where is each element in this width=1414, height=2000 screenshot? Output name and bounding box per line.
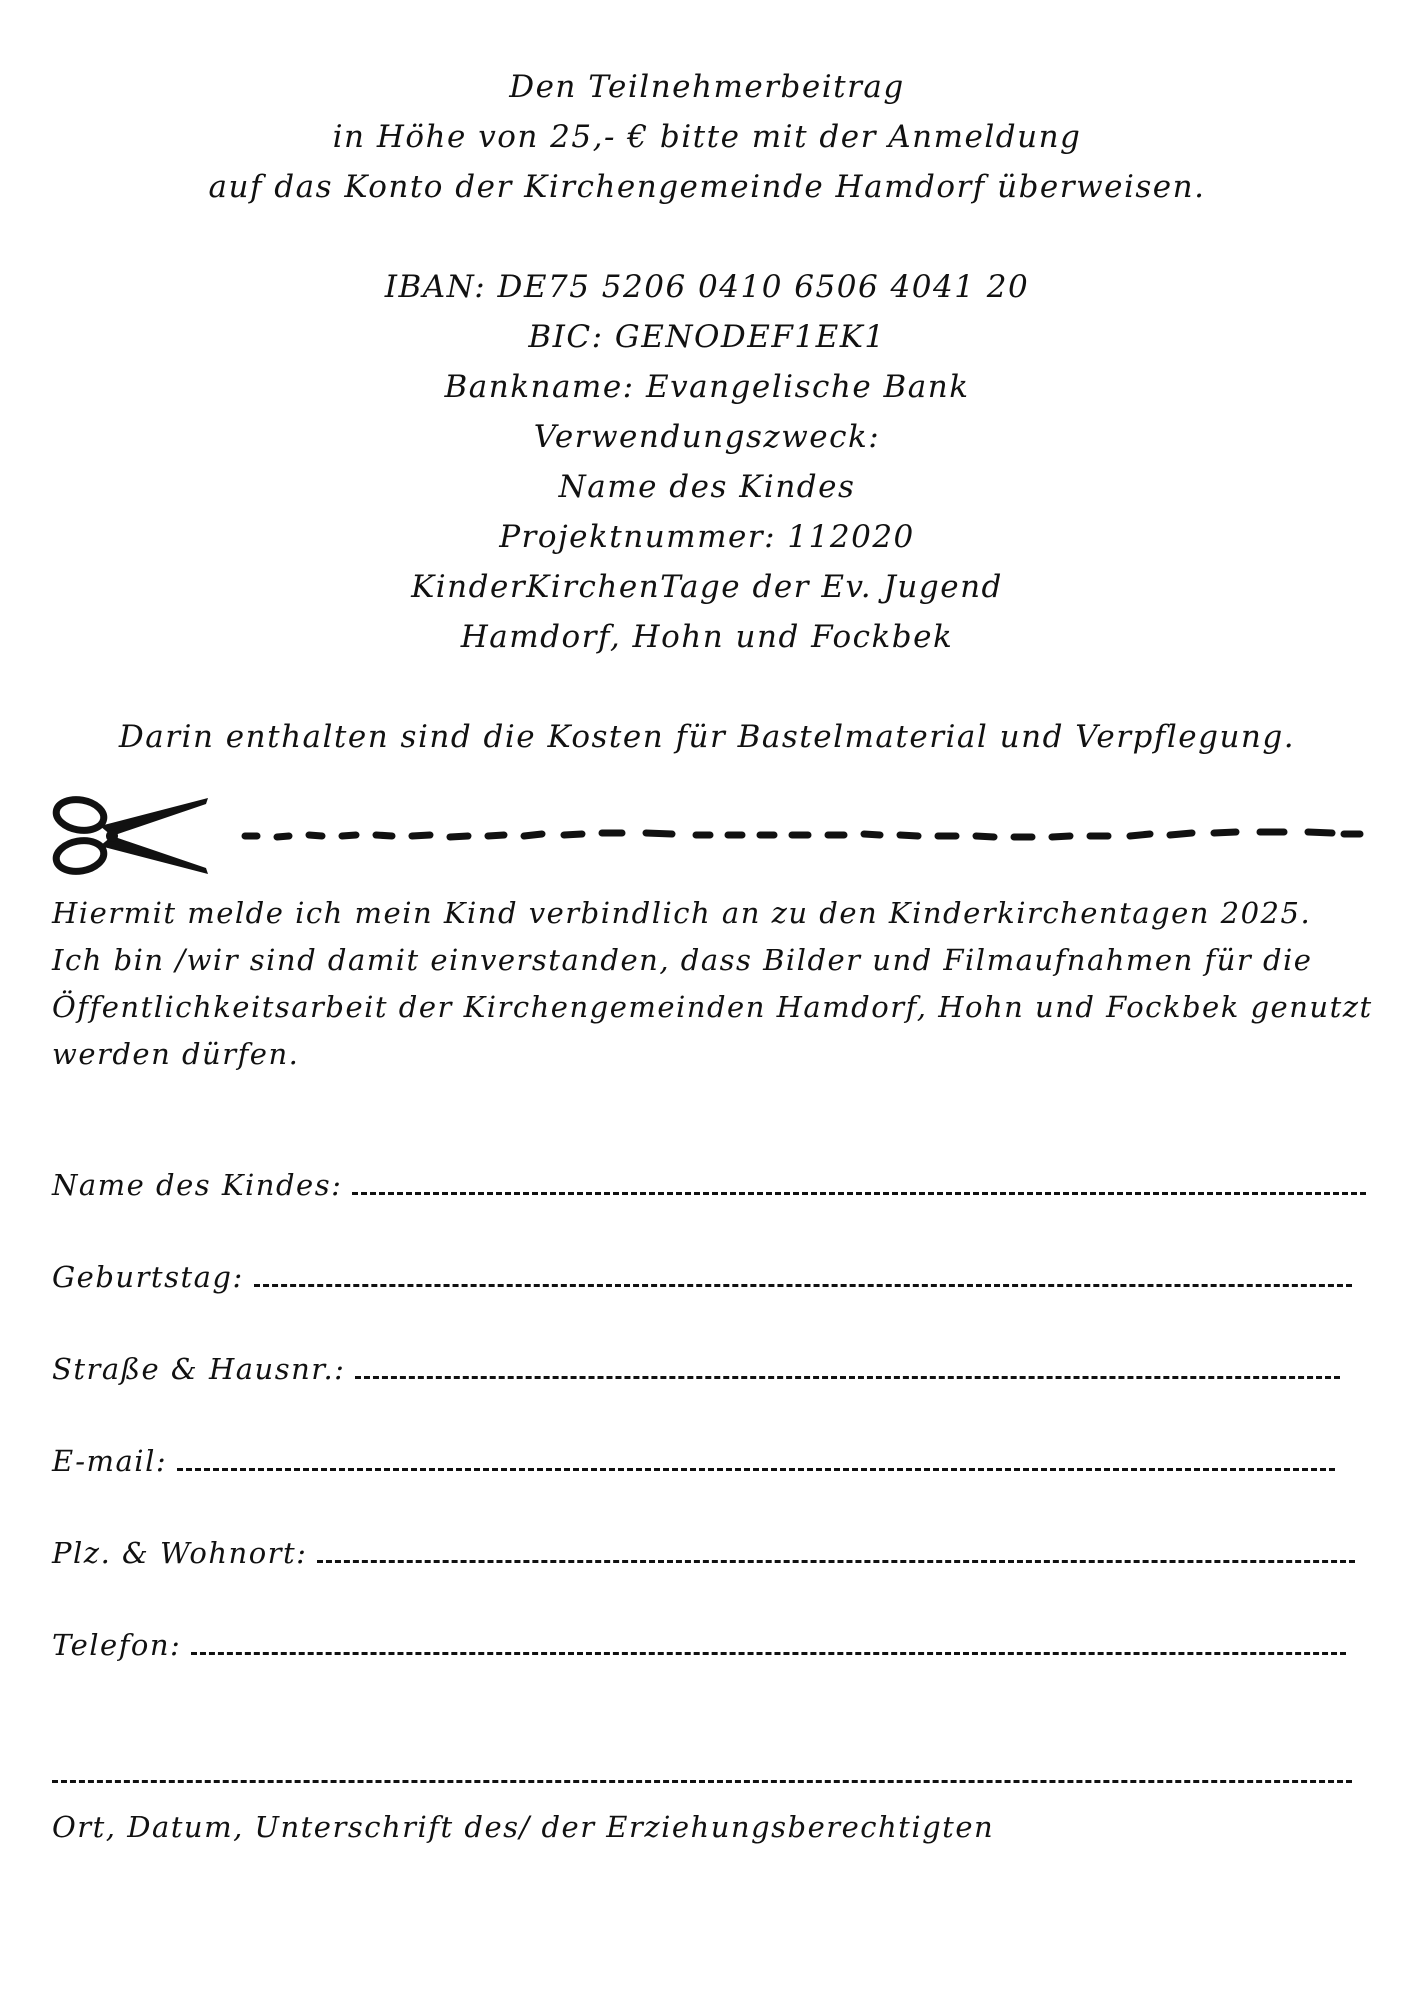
city-line[interactable] bbox=[317, 1538, 1355, 1563]
costs-note: Darin enthalten sind die Kosten für Bastelmaterial und Verpflegung. bbox=[118, 719, 1296, 755]
payment-line-3: auf das Konto der Kirchengemeinde Hamdorf überweisen. bbox=[208, 169, 1206, 205]
email-label: E-mail: bbox=[52, 1444, 168, 1478]
child-name-field[interactable] bbox=[52, 1168, 1366, 1202]
payment-line-2: in Höhe von 25,- € bitte mit der Anmeldung bbox=[332, 119, 1082, 155]
consent-line-2: Ich bin /wir sind damit einverstanden, dass Bilder und Filmaufnahmen für die bbox=[52, 943, 1313, 977]
event-places: Hamdorf, Hohn und Fockbek bbox=[460, 619, 954, 655]
phone-line[interactable] bbox=[191, 1630, 1346, 1655]
street-field[interactable] bbox=[52, 1352, 1340, 1386]
cut-line bbox=[240, 820, 1365, 850]
birthday-line[interactable] bbox=[254, 1262, 1352, 1287]
email-field[interactable] bbox=[52, 1444, 1335, 1478]
city-field[interactable] bbox=[52, 1536, 1355, 1570]
signature-line[interactable] bbox=[52, 1780, 1352, 1783]
birthday-label: Geburtstag: bbox=[52, 1260, 244, 1294]
scissors-icon bbox=[50, 790, 210, 880]
street-label: Straße & Hausnr.: bbox=[52, 1352, 346, 1386]
iban: IBAN: DE75 5206 0410 6506 4041 20 bbox=[384, 269, 1030, 305]
bank-name: Bankname: Evangelische Bank bbox=[444, 369, 970, 405]
consent-line-3: Öffentlichkeitsarbeit der Kirchengemeinden Hamdorf, Hohn und Fockbek genutzt bbox=[52, 990, 1373, 1024]
cut-here-row bbox=[50, 790, 1370, 880]
email-line[interactable] bbox=[177, 1446, 1335, 1471]
purpose-label: Verwendungszweck: bbox=[533, 419, 881, 455]
signature-label: Ort, Datum, Unterschrift des/ der Erziehungsberechtigten bbox=[52, 1810, 995, 1844]
payment-info bbox=[0, 62, 1414, 762]
phone-field[interactable] bbox=[52, 1628, 1346, 1662]
city-label: Plz. & Wohnort: bbox=[52, 1536, 308, 1570]
bic: BIC: GENODEF1EK1 bbox=[528, 319, 886, 355]
child-name-line[interactable] bbox=[352, 1170, 1366, 1195]
event-name: KinderKirchenTage der Ev. Jugend bbox=[411, 569, 1003, 605]
phone-label: Telefon: bbox=[52, 1628, 182, 1662]
payment-line-1: Den Teilnehmerbeitrag bbox=[509, 69, 905, 105]
consent-line-1: Hiermit melde ich mein Kind verbindlich an zu den Kinderkirchentagen 2025. bbox=[52, 896, 1312, 930]
purpose-child-name: Name des Kindes bbox=[558, 469, 856, 505]
birthday-field[interactable] bbox=[52, 1260, 1352, 1294]
consent-line-4: werden dürfen. bbox=[52, 1037, 300, 1071]
spacer bbox=[0, 662, 1414, 712]
spacer bbox=[0, 212, 1414, 262]
street-line[interactable] bbox=[355, 1354, 1340, 1379]
consent-text bbox=[52, 890, 1373, 1078]
project-number: Projektnummer: 112020 bbox=[499, 519, 915, 555]
child-name-label: Name des Kindes: bbox=[52, 1168, 343, 1202]
